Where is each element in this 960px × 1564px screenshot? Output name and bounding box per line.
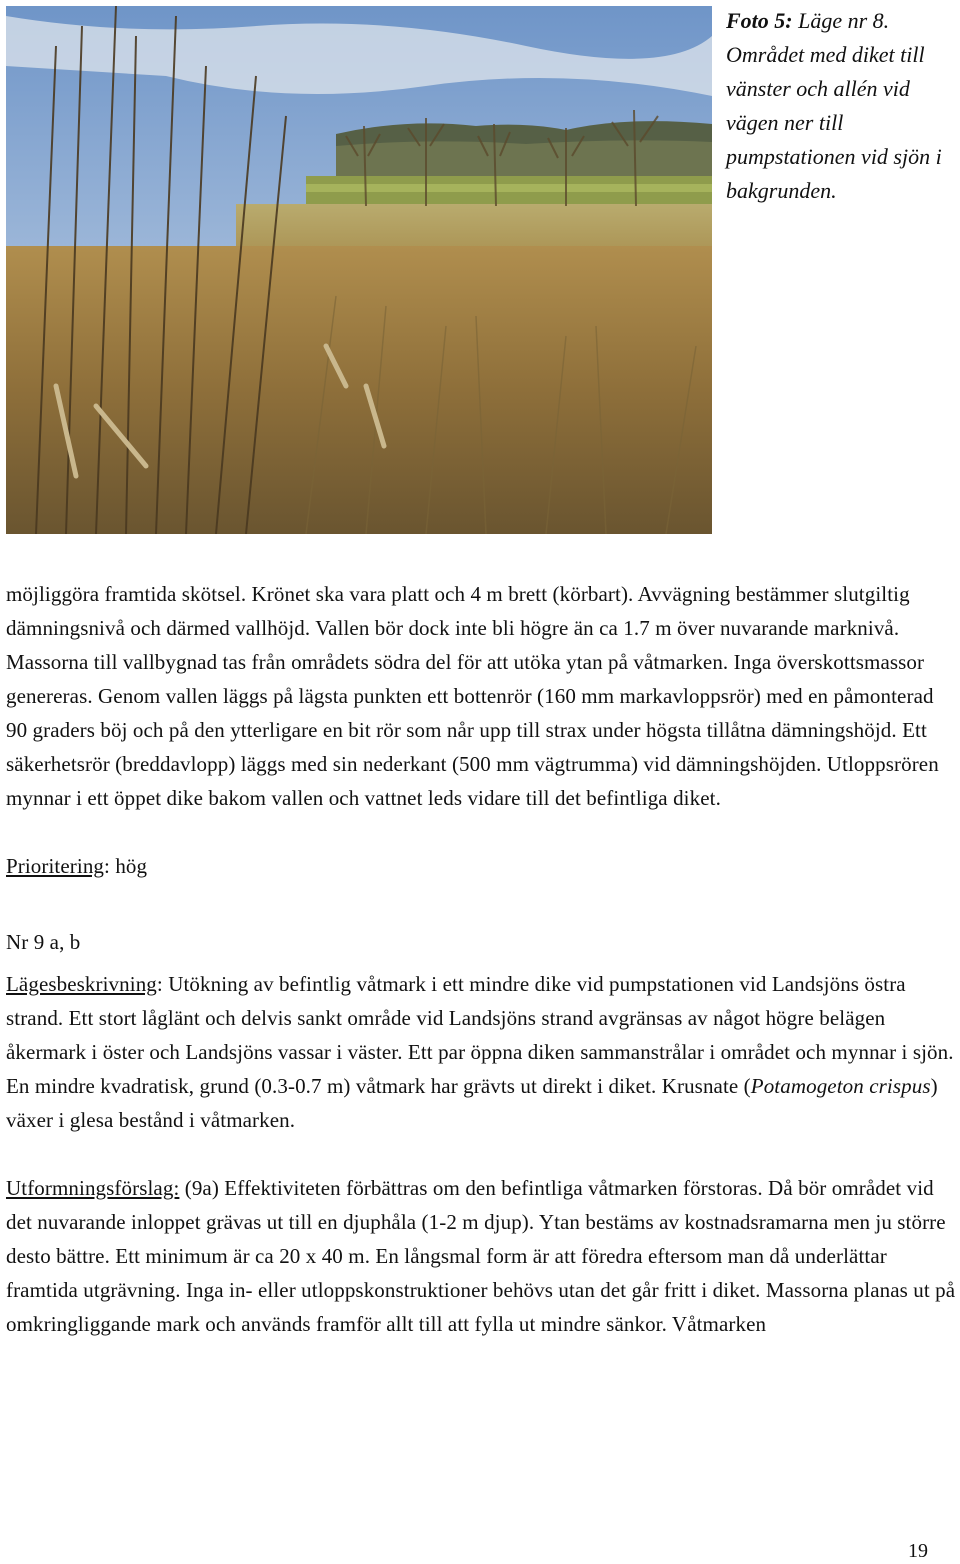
photo-caption-text: Läge nr 8. Området med diket till vänster och allén vid vägen ner till pumpstationen vid sjön i bakgrunden. bbox=[726, 8, 942, 203]
paragraph-construction: möjliggöra framtida skötsel. Krönet ska vara platt och 4 m brett (körbart). Avvägning bestämmer slutgiltig dämningsnivå och därmed vallhöjd. Vallen bör dock inte bli högre än ca 1.7 m över nuvarande marknivå. Massorna till vallbygnad tas från områdets södra del för att utöka ytan på våtmarken. Inga överskottsmassor genereras. Genom vallen läggs på lägsta punkten ett bottenrör (160 mm markavloppsrör) med en påmonterad 90 graders böj och på den ytterligare en bit rör som når upp till strax under högsta tillåtna dämningshöjd. Ett säkerhetsrör (breddavlopp) läggs med sin nederkant (500 mm vägtrumma) vid dämningshöjden. Utloppsrören mynnar i ett öppet dike bakom vallen och vattnet leds vidare till det befintliga diket. bbox=[6, 582, 939, 810]
species-name: Potamogeton crispus bbox=[750, 1074, 931, 1098]
photo-caption bbox=[726, 4, 950, 208]
location-text-2: ) växer i glesa bestånd i våtmarken. bbox=[6, 1074, 938, 1132]
photo-caption-label: Foto 5: bbox=[726, 8, 793, 33]
design-text: (9a) Effektiviteten förbättras om den befintliga våtmarken förstoras. Då bör området vid det nuvarande inloppet grävas ut till en djuphåla (1-2 m djup). Ytan bestäms av kostnadsramarna men ju större desto bättre. Ett minimum är ca 20 x 40 m. En långsmal form är att föredra eftersom man då underlättar framtida utgrävning. Inga in- eller utloppskonstruktioner behövs utan det går fritt i diket. Massorna planas ut på omkringliggande mark och används framför allt till att fylla ut mindre sänkor. Våtmarken bbox=[6, 1176, 956, 1336]
wetland-landscape-image bbox=[6, 6, 712, 534]
design-label: Utformningsförslag: bbox=[6, 1176, 180, 1200]
document-body bbox=[6, 577, 956, 1341]
section-heading: Nr 9 a, b bbox=[6, 930, 81, 954]
paragraph-location bbox=[6, 967, 956, 1137]
location-text-1: : Utökning av befintlig våtmark i ett mindre dike vid pumpstationen vid Landsjöns östra strand. Ett stort låglänt och delvis sankt område vid Landsjöns strand avgränsas av något högre belägen åkermark i öster och Landsjöns vassar i väster. Ett par öppna diken sammanstrålar i området och mynnar i sjön. En mindre kvadratisk, grund (0.3-0.7 m) våtmark har grävts ut direkt i diket. Krusnate ( bbox=[6, 972, 954, 1098]
priority-value: : hög bbox=[104, 854, 148, 878]
priority-label: Prioritering bbox=[6, 854, 105, 878]
wetland-photo bbox=[6, 6, 712, 534]
page-number: 19 bbox=[908, 1540, 928, 1562]
paragraph-design bbox=[6, 1171, 956, 1341]
priority-line bbox=[6, 849, 956, 883]
location-label: Lägesbeskrivning bbox=[6, 972, 157, 996]
